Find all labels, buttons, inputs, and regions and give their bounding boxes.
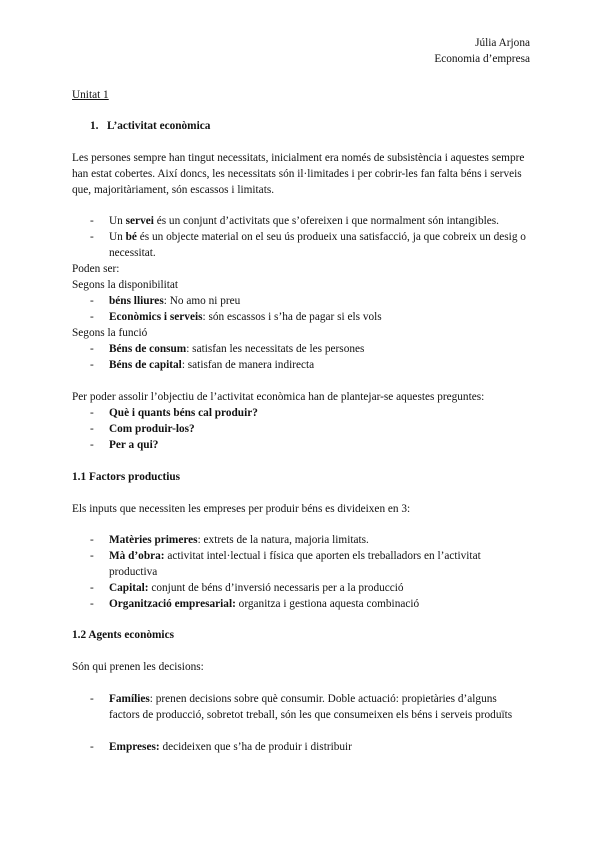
def-term: bé [125,231,137,243]
item-text: : satisfan les necessitats de les persones [186,343,365,355]
def-pre: Un [109,231,126,243]
list-dash: - [90,534,94,546]
unit-title: Unitat 1 [72,89,109,101]
item-text: : satisfan de manera indirecta [181,359,315,371]
list-dash: - [90,295,94,307]
item-term: Béns de consum [109,343,187,355]
list-dash: - [90,439,94,451]
questions-intro: Per poder assolir l’objectiu de l’activitat econòmica han de plantejar-se aquestes preguntes: [72,391,485,403]
item-term: Béns de capital [109,359,182,371]
def-pre: Un [109,215,126,227]
item-text: conjunt de béns d’inversió necessaris per a la producció [148,582,404,594]
section-1-title: L’activitat econòmica [106,120,211,132]
item-text: organitza i gestiona aquesta combinació [235,598,420,610]
list-dash: - [90,359,94,371]
question: Què i quants béns cal produir? [109,407,258,419]
list-dash: - [90,231,94,243]
question: Com produir-los? [109,423,195,435]
criteria-disponibilitat: Segons la disponibilitat [72,279,179,291]
item-term: béns lliures [109,295,164,307]
header-subject: Economia d’empresa [434,53,530,65]
question: Per a qui? [109,439,159,451]
list-dash: - [90,423,94,435]
list-dash: - [90,215,94,227]
item-text: : són escassos i s’ha de pagar si els vols [202,311,382,323]
list-dash: - [90,343,94,355]
item-term: Capital: [109,582,149,594]
section-1-2-heading: 1.2 Agents econòmics [72,629,174,641]
item-text: activitat intel·lectual i física que aporten els treballadors en l’activitat productiva [109,550,481,578]
list-dash: - [90,741,94,753]
section-1-intro: Les persones sempre han tingut necessitats, inicialment era només de subsistència i aquestes sempre han estat cobertes. Així doncs, les necessitats són il·limitades i per cobrir-les fan falta béns i serveis que, majoritàriament, són escassos i limitats. [72,152,525,196]
item-term: Econòmics i serveis [109,311,203,323]
section-1-heading [90,118,548,134]
poden-ser-label: Poden ser: [72,263,120,275]
list-dash: - [90,550,94,562]
item-term: Mà d’obra: [109,550,165,562]
section-1-number: 1. [90,120,99,132]
list-dash: - [90,693,94,705]
item-text: : extrets de la natura, majoria limitats. [197,534,369,546]
criteria-funcio: Segons la funció [72,327,148,339]
list-dash: - [90,311,94,323]
item-term: Famílies [109,693,150,705]
section-1-1-intro: Els inputs que necessiten les empreses per produir béns es divideixen en 3: [72,503,411,515]
list-dash: - [90,407,94,419]
list-dash: - [90,598,94,610]
def-text: és un conjunt d’activitats que s’ofereixen i que normalment són intangibles. [153,215,499,227]
list-dash: - [90,582,94,594]
item-text: : prenen decisions sobre què consumir. Doble actuació: propietàries d’alguns factors de producció, sobretot treball, són les que consumeixen els béns i serveis produïts [109,693,513,721]
section-1-2-intro: Són qui prenen les decisions: [72,661,204,673]
def-term: servei [125,215,154,227]
item-text: : No amo ni preu [163,295,241,307]
def-text: és un objecte material on el seu ús produeix una satisfacció, ja que cobreix un desig o necessitat. [109,231,526,259]
item-term: Empreses: [109,741,160,753]
item-text: decideixen que s’ha de produir i distribuir [159,741,352,753]
item-term: Matèries primeres [109,534,198,546]
header-author: Júlia Arjona [475,37,530,49]
item-term: Organització empresarial: [109,598,236,610]
section-1-1-heading: 1.1 Factors productius [72,471,181,483]
